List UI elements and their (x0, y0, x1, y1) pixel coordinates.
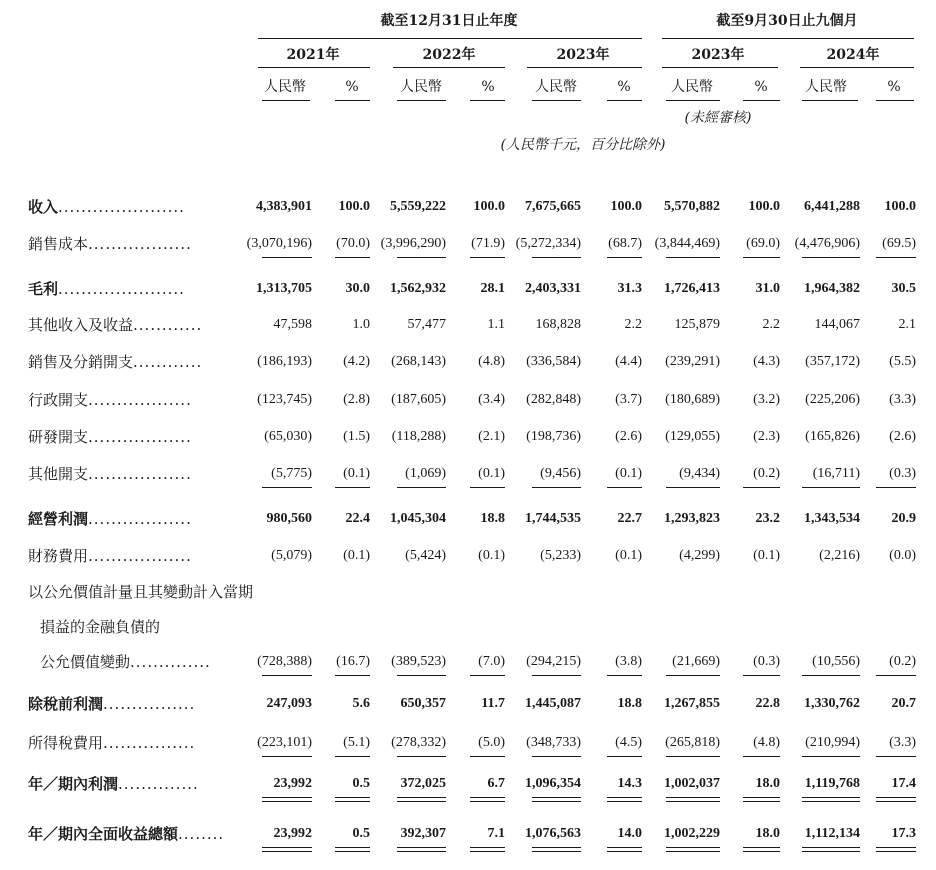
cell-amount: (223,101) (257, 735, 312, 750)
cell-percent: (2.6) (615, 429, 642, 444)
cell-percent: 22.8 (755, 696, 780, 711)
cell-percent: 1.1 (487, 317, 505, 332)
cell-percent: (0.0) (889, 548, 916, 563)
row-label: 年／期內全面收益總額........ (28, 825, 225, 843)
row-label: 財務費用.................. (28, 547, 192, 565)
group1-title: 截至12月31日止年度 (380, 13, 518, 29)
cell-amount: 980,560 (266, 511, 312, 526)
percent-subheader: % (754, 79, 768, 95)
cell-percent: 22.4 (345, 511, 370, 526)
cell-percent: 0.5 (352, 776, 370, 791)
cell-percent: (4.3) (753, 354, 780, 369)
row-label: 銷售及分銷開支............ (28, 353, 203, 371)
single-underline (666, 675, 720, 676)
cell-amount: (389,523) (391, 654, 446, 669)
cell-percent: (71.9) (471, 236, 505, 251)
single-underline (262, 257, 312, 258)
cell-amount: (198,736) (526, 429, 581, 444)
single-underline (532, 675, 581, 676)
cell-percent: (0.3) (889, 466, 916, 481)
cell-amount: (186,193) (257, 354, 312, 369)
subheader-rule (532, 100, 581, 101)
cell-amount: 5,559,222 (390, 199, 446, 214)
subheader-rule (802, 100, 858, 101)
year-2023-9m: 2023年 (691, 47, 745, 63)
single-underline (802, 487, 860, 488)
cell-percent: (0.1) (615, 466, 642, 481)
subheader-rule (743, 100, 780, 101)
cell-percent: (0.1) (615, 548, 642, 563)
subheader-rule (470, 100, 505, 101)
single-underline (802, 756, 860, 757)
cell-amount: (4,476,906) (794, 236, 860, 251)
cell-amount: (357,172) (805, 354, 860, 369)
cell-percent: 18.8 (617, 696, 642, 711)
cell-amount: (123,745) (257, 392, 312, 407)
leader-dots: .................. (88, 547, 192, 565)
cell-percent: 2.2 (624, 317, 642, 332)
cell-percent: 11.7 (481, 696, 505, 711)
cell-amount: (180,689) (665, 392, 720, 407)
cell-amount: (3,996,290) (380, 236, 446, 251)
row-label: 行政開支.................. (28, 391, 192, 409)
cell-amount: 1,002,229 (664, 826, 720, 841)
cell-amount: (5,775) (271, 466, 312, 481)
single-underline (335, 257, 370, 258)
cell-amount: (348,733) (526, 735, 581, 750)
cell-percent: (0.1) (478, 466, 505, 481)
single-underline (876, 675, 916, 676)
cell-percent: 20.7 (891, 696, 916, 711)
single-underline (607, 257, 642, 258)
year-2023: 2023年 (556, 47, 610, 63)
double-underline (666, 797, 720, 802)
single-underline (397, 487, 446, 488)
single-underline (335, 487, 370, 488)
row-label: 其他收入及收益............ (28, 316, 203, 334)
cell-percent: (3.8) (615, 654, 642, 669)
cell-percent: 100.0 (338, 199, 370, 214)
cell-percent: 0.5 (352, 826, 370, 841)
cell-amount: 650,357 (400, 696, 446, 711)
cell-percent: 18.0 (755, 776, 780, 791)
row-label: 損益的金融負債的 (40, 618, 161, 636)
leader-dots: ................ (103, 695, 196, 713)
cell-percent: 22.7 (617, 511, 642, 526)
cell-percent: (5.1) (343, 735, 370, 750)
cell-percent: 31.3 (617, 281, 642, 296)
cell-amount: 1,267,855 (664, 696, 720, 711)
cell-amount: 1,726,413 (664, 281, 720, 296)
single-underline (666, 257, 720, 258)
single-underline (876, 487, 916, 488)
subheader-rule (335, 100, 370, 101)
double-underline (802, 797, 860, 802)
cell-percent: 7.1 (487, 826, 505, 841)
cell-amount: 1,045,304 (390, 511, 446, 526)
leader-dots: ...................... (58, 198, 185, 216)
year-rule (662, 67, 778, 68)
cell-amount: 1,445,087 (525, 696, 581, 711)
currency-subheader: 人民幣 (535, 79, 577, 95)
cell-amount: (5,233) (540, 548, 581, 563)
cell-percent: (4.8) (753, 735, 780, 750)
cell-amount: 1,293,823 (664, 511, 720, 526)
double-underline (532, 847, 581, 852)
cell-amount: 1,964,382 (804, 281, 860, 296)
cell-percent: (3.3) (889, 735, 916, 750)
subheader-rule (666, 100, 720, 101)
cell-amount: (187,605) (391, 392, 446, 407)
cell-amount: 7,675,665 (525, 199, 581, 214)
single-underline (743, 487, 780, 488)
double-underline (743, 847, 780, 852)
double-underline (470, 797, 505, 802)
cell-amount: (265,818) (665, 735, 720, 750)
cell-percent: 100.0 (884, 199, 916, 214)
cell-amount: 1,330,762 (804, 696, 860, 711)
cell-percent: 100.0 (473, 199, 505, 214)
cell-amount: 1,096,354 (525, 776, 581, 791)
cell-percent: 20.9 (891, 511, 916, 526)
subheader-rule (397, 100, 446, 101)
double-underline (532, 797, 581, 802)
currency-subheader: 人民幣 (264, 79, 306, 95)
single-underline (532, 257, 581, 258)
cell-amount: (268,143) (391, 354, 446, 369)
percent-subheader: % (887, 79, 901, 95)
cell-amount: 2,403,331 (525, 281, 581, 296)
cell-percent: 14.0 (617, 826, 642, 841)
double-underline (607, 847, 642, 852)
double-underline (262, 847, 312, 852)
cell-amount: 1,744,535 (525, 511, 581, 526)
group2-rule (662, 38, 914, 39)
leader-dots: ................ (103, 734, 196, 752)
cell-percent: 30.0 (345, 281, 370, 296)
percent-subheader: % (345, 79, 359, 95)
row-label: 毛利...................... (28, 280, 185, 298)
row-label: 除稅前利潤................ (28, 695, 196, 713)
row-label: 所得稅費用................ (28, 734, 196, 752)
cell-percent: 17.3 (891, 826, 916, 841)
cell-percent: (4.2) (343, 354, 370, 369)
cell-percent: 17.4 (891, 776, 916, 791)
currency-subheader: 人民幣 (671, 79, 713, 95)
single-underline (397, 257, 446, 258)
year-2022: 2022年 (422, 47, 476, 63)
row-label: 年／期內利潤.............. (28, 775, 199, 793)
cell-amount: 23,992 (273, 826, 312, 841)
cell-amount: 125,879 (674, 317, 720, 332)
single-underline (532, 756, 581, 757)
double-underline (335, 797, 370, 802)
cell-amount: 23,992 (273, 776, 312, 791)
leader-dots: ............ (133, 353, 203, 371)
single-underline (607, 487, 642, 488)
cell-amount: (1,069) (405, 466, 446, 481)
cell-amount: (65,030) (264, 429, 312, 444)
leader-dots: ........ (178, 825, 225, 843)
cell-amount: 1,343,534 (804, 511, 860, 526)
cell-percent: (4.8) (478, 354, 505, 369)
cell-amount: (5,424) (405, 548, 446, 563)
leader-dots: ............ (133, 316, 203, 334)
single-underline (335, 675, 370, 676)
cell-amount: (9,434) (679, 466, 720, 481)
cell-percent: (5.0) (478, 735, 505, 750)
cell-percent: 31.0 (755, 281, 780, 296)
cell-percent: (3.7) (615, 392, 642, 407)
year-rule (800, 67, 914, 68)
single-underline (262, 487, 312, 488)
leader-dots: .................. (88, 510, 192, 528)
single-underline (470, 756, 505, 757)
cell-percent: 28.1 (480, 281, 505, 296)
cell-amount: (282,848) (526, 392, 581, 407)
cell-percent: (0.1) (478, 548, 505, 563)
year-2021: 2021年 (286, 47, 340, 63)
cell-amount: 144,067 (814, 317, 860, 332)
row-label: 經營利潤.................. (28, 510, 192, 528)
cell-amount: (4,299) (679, 548, 720, 563)
cell-percent: 2.2 (762, 317, 780, 332)
cell-percent: (3.4) (478, 392, 505, 407)
single-underline (743, 756, 780, 757)
double-underline (397, 797, 446, 802)
single-underline (335, 756, 370, 757)
unaudited-note: (未經審核) (684, 110, 752, 126)
cell-percent: (69.0) (746, 236, 780, 251)
leader-dots: .................. (88, 391, 192, 409)
cell-percent: (7.0) (478, 654, 505, 669)
cell-amount: 47,598 (273, 317, 312, 332)
double-underline (876, 797, 916, 802)
cell-percent: 2.1 (898, 317, 916, 332)
cell-amount: 1,112,134 (804, 826, 860, 841)
cell-percent: (0.2) (889, 654, 916, 669)
single-underline (262, 675, 312, 676)
cell-amount: (210,994) (805, 735, 860, 750)
group1-rule (258, 38, 642, 39)
cell-amount: (225,206) (805, 392, 860, 407)
single-underline (397, 675, 446, 676)
cell-percent: 100.0 (610, 199, 642, 214)
single-underline (470, 675, 505, 676)
cell-amount: 6,441,288 (804, 199, 860, 214)
percent-subheader: % (481, 79, 495, 95)
single-underline (470, 487, 505, 488)
double-underline (876, 847, 916, 852)
cell-amount: 247,093 (266, 696, 312, 711)
currency-subheader: 人民幣 (805, 79, 847, 95)
cell-percent: 30.5 (891, 281, 916, 296)
cell-percent: 1.0 (352, 317, 370, 332)
single-underline (607, 756, 642, 757)
cell-amount: 5,570,882 (664, 199, 720, 214)
cell-percent: (69.5) (882, 236, 916, 251)
leader-dots: .............. (118, 775, 199, 793)
cell-percent: 100.0 (748, 199, 780, 214)
single-underline (397, 756, 446, 757)
cell-amount: (294,215) (526, 654, 581, 669)
single-underline (607, 675, 642, 676)
cell-percent: 23.2 (755, 511, 780, 526)
cell-percent: (2.6) (889, 429, 916, 444)
double-underline (802, 847, 860, 852)
single-underline (532, 487, 581, 488)
cell-percent: (0.1) (753, 548, 780, 563)
single-underline (666, 756, 720, 757)
double-underline (470, 847, 505, 852)
single-underline (470, 257, 505, 258)
year-rule (258, 67, 370, 68)
double-underline (607, 797, 642, 802)
cell-amount: 168,828 (535, 317, 581, 332)
cell-amount: 1,562,932 (390, 281, 446, 296)
cell-percent: (2.1) (478, 429, 505, 444)
leader-dots: .............. (130, 653, 211, 671)
cell-amount: (2,216) (819, 548, 860, 563)
cell-percent: (5.5) (889, 354, 916, 369)
cell-amount: 4,383,901 (256, 199, 312, 214)
cell-percent: (2.8) (343, 392, 370, 407)
cell-percent: 14.3 (617, 776, 642, 791)
single-underline (802, 257, 860, 258)
cell-percent: (3.3) (889, 392, 916, 407)
cell-amount: 372,025 (400, 776, 446, 791)
currency-subheader: 人民幣 (400, 79, 442, 95)
cell-percent: (70.0) (336, 236, 370, 251)
cell-percent: (0.2) (753, 466, 780, 481)
single-underline (666, 487, 720, 488)
cell-percent: (0.3) (753, 654, 780, 669)
double-underline (335, 847, 370, 852)
cell-percent: (0.1) (343, 548, 370, 563)
cell-amount: (10,556) (812, 654, 860, 669)
single-underline (743, 257, 780, 258)
cell-percent: (0.1) (343, 466, 370, 481)
subheader-rule (607, 100, 642, 101)
group2-title: 截至9月30日止九個月 (716, 13, 858, 29)
cell-amount: 1,002,037 (664, 776, 720, 791)
units-note: (人民幣千元，百分比除外) (500, 137, 666, 153)
double-underline (743, 797, 780, 802)
cell-amount: 1,119,768 (804, 776, 860, 791)
cell-percent: (68.7) (608, 236, 642, 251)
cell-percent: (4.5) (615, 735, 642, 750)
double-underline (666, 847, 720, 852)
cell-percent: (16.7) (336, 654, 370, 669)
single-underline (802, 675, 860, 676)
single-underline (876, 756, 916, 757)
cell-amount: (118,288) (391, 429, 446, 444)
double-underline (397, 847, 446, 852)
cell-amount: (5,272,334) (515, 236, 581, 251)
cell-percent: (4.4) (615, 354, 642, 369)
cell-amount: (129,055) (665, 429, 720, 444)
row-label: 其他開支.................. (28, 465, 192, 483)
single-underline (743, 675, 780, 676)
cell-percent: 18.0 (755, 826, 780, 841)
year-rule (527, 67, 642, 68)
subheader-rule (876, 100, 914, 101)
cell-amount: (16,711) (812, 466, 860, 481)
subheader-rule (262, 100, 310, 101)
year-2024-9m: 2024年 (826, 47, 880, 63)
cell-amount: (21,669) (672, 654, 720, 669)
row-label: 銷售成本.................. (28, 235, 192, 253)
cell-amount: (278,332) (391, 735, 446, 750)
cell-amount: 1,313,705 (256, 281, 312, 296)
cell-amount: 392,307 (400, 826, 446, 841)
row-label: 以公允價值計量且其變動計入當期 (28, 583, 254, 601)
cell-amount: (3,844,469) (654, 236, 720, 251)
cell-amount: (3,070,196) (246, 236, 312, 251)
cell-amount: (9,456) (540, 466, 581, 481)
double-underline (262, 797, 312, 802)
cell-percent: (3.2) (753, 392, 780, 407)
cell-percent: (2.3) (753, 429, 780, 444)
row-label: 公允價值變動.............. (40, 653, 211, 671)
cell-amount: (165,826) (805, 429, 860, 444)
leader-dots: ...................... (58, 280, 185, 298)
cell-percent: 5.6 (352, 696, 370, 711)
cell-amount: 57,477 (407, 317, 446, 332)
row-label: 研發開支.................. (28, 428, 192, 446)
year-rule (393, 67, 505, 68)
percent-subheader: % (617, 79, 631, 95)
single-underline (262, 756, 312, 757)
cell-amount: (5,079) (271, 548, 312, 563)
row-label: 收入...................... (28, 198, 185, 216)
cell-amount: (239,291) (665, 354, 720, 369)
cell-percent: 6.7 (487, 776, 505, 791)
cell-amount: 1,076,563 (525, 826, 581, 841)
leader-dots: .................. (88, 235, 192, 253)
leader-dots: .................. (88, 465, 192, 483)
cell-amount: (336,584) (526, 354, 581, 369)
cell-percent: 18.8 (480, 511, 505, 526)
cell-percent: (1.5) (343, 429, 370, 444)
single-underline (876, 257, 916, 258)
cell-amount: (728,388) (257, 654, 312, 669)
leader-dots: .................. (88, 428, 192, 446)
